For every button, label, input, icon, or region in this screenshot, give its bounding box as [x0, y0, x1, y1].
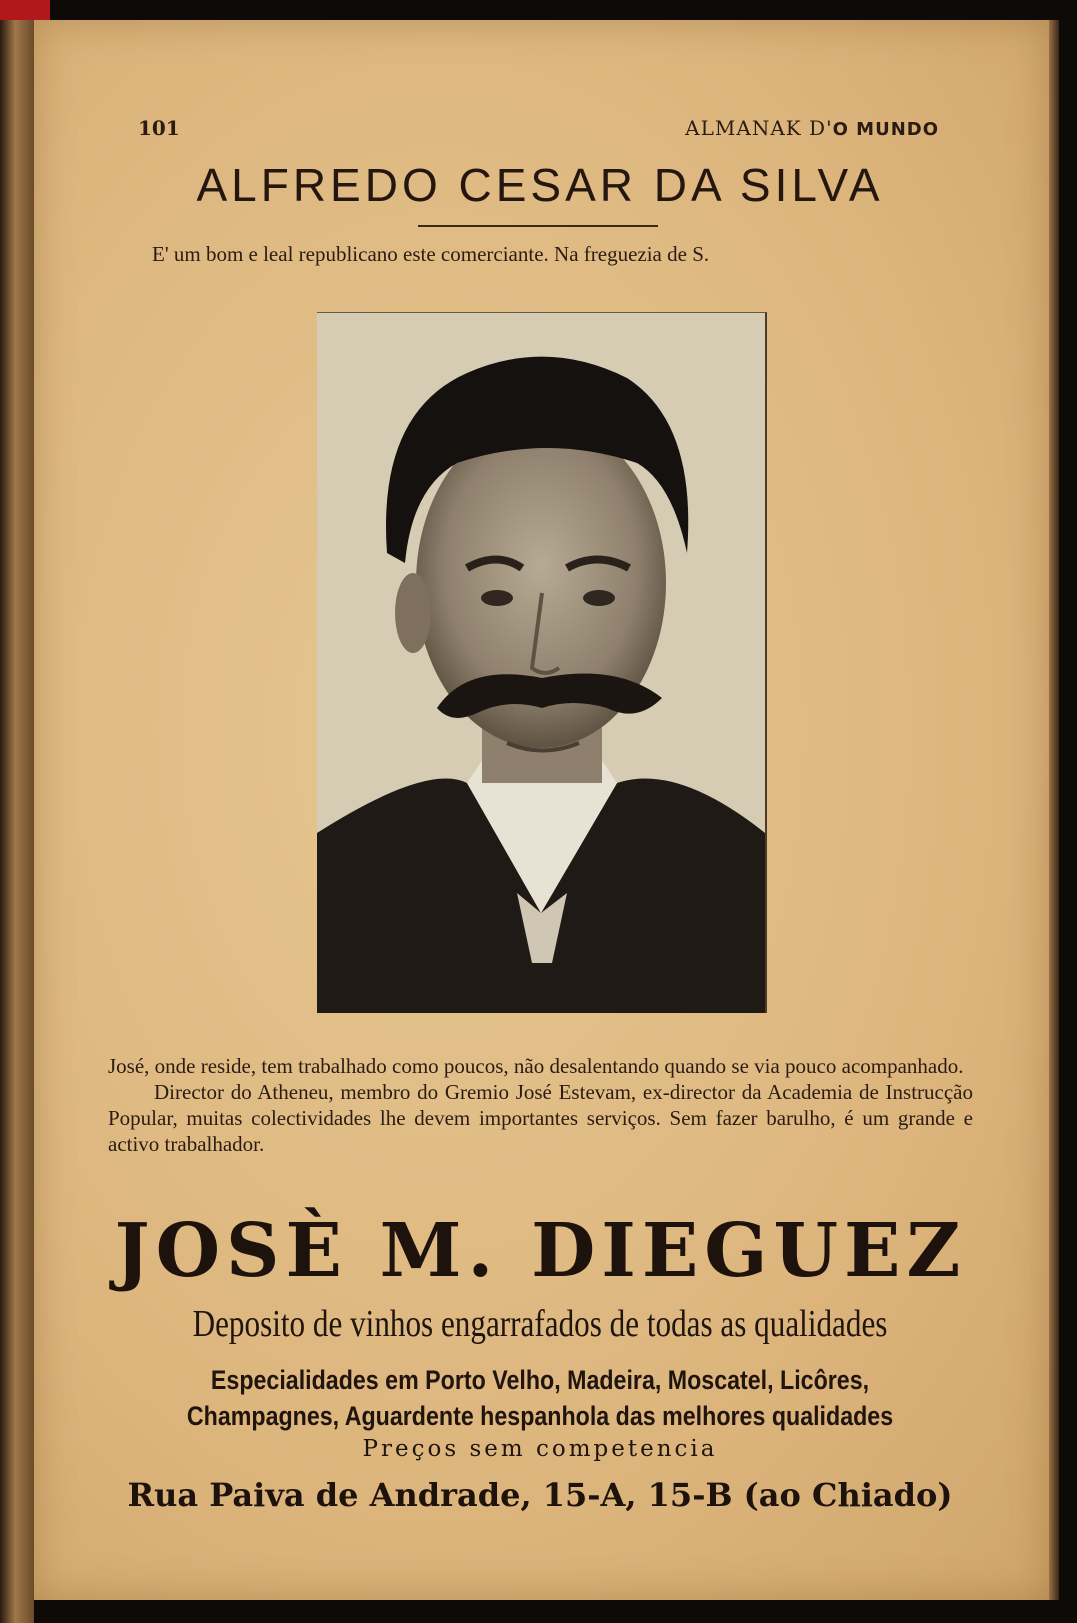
page-number: 101 — [138, 116, 180, 140]
red-corner-mark — [0, 0, 50, 20]
advertisement-name: JOSÈ M. DIEGUEZ — [114, 1208, 967, 1294]
running-title-prefix: ALMANAK D' — [685, 116, 833, 140]
title-rule — [418, 225, 658, 227]
article-intro: E' um bom e leal republicano este comerciante. Na freguezia de S. — [152, 242, 710, 266]
advertisement-tagline: Deposito de vinhos engarrafados de todas as qualidades — [192, 1303, 888, 1345]
page-header — [138, 116, 939, 146]
article-paragraph-1: José, onde reside, tem trabalhado como poucos, não desalentando quando se via pouco acompanhado. — [108, 1054, 964, 1078]
specialties-line-2: Champagnes, Aguardente hespanhola das melhores qualidades — [186, 1401, 894, 1431]
specialties-line-1: Especialidades em Porto Velho, Madeira, Moscatel, Licôres, — [210, 1365, 870, 1395]
article-paragraph-2: Director do Atheneu, membro do Gremio José Estevam, ex-director da Academia de Instrucção Popular, muitas colectividades lhe devem importantes serviços. Sem fazer barulho, é um grande e activo trabalhador. — [108, 1080, 973, 1156]
running-title-bold: O MUNDO — [832, 119, 939, 140]
article-body — [108, 1053, 973, 1157]
advertisement-address: Rua Paiva de Andrade, 15-A, 15-B (ao Chiado) — [127, 1476, 953, 1514]
article-title: ALFREDO CESAR DA SILVA — [196, 159, 884, 211]
portrait-illustration — [317, 313, 765, 1013]
book-spine-edge — [0, 0, 34, 1623]
running-title — [685, 116, 939, 140]
page-right-edge — [1049, 20, 1059, 1600]
advertisement-prices: Preços sem competencia — [362, 1436, 718, 1462]
portrait-photo — [317, 312, 767, 1013]
advertisement-specialties — [162, 1362, 919, 1434]
